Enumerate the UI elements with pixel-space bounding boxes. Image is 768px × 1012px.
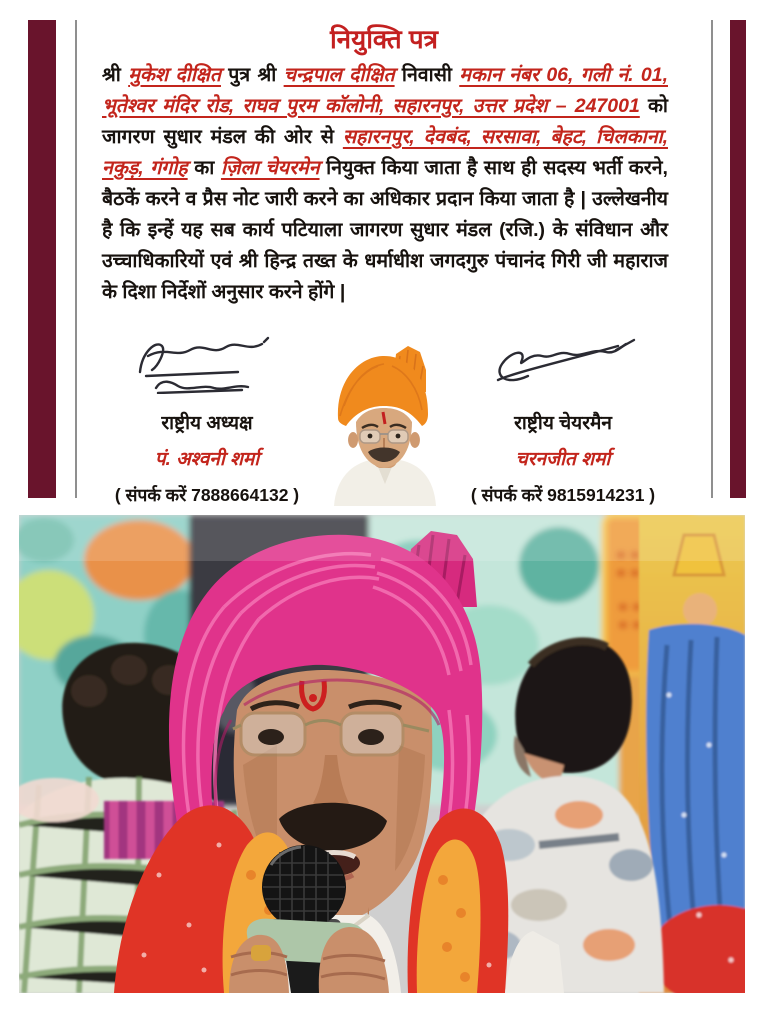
signature-sharma-handwriting (468, 332, 658, 394)
contact-label: ( संपर्क करें 9815914231 ) (470, 485, 656, 505)
letter-text-highlight: मकान नंबर 06, गली नं. 01, भूतेश्वर मंदिर रोड, राघव पुरम कॉलोनी, सहारनपुर, उत्तर प्रदेश – 247001 (102, 64, 668, 117)
letter-text-highlight: मुकेश दीक्षित (128, 64, 221, 86)
signatory-chairman (444, 332, 682, 507)
right-rule-line (711, 20, 713, 498)
signature-ashwani-handwriting (112, 332, 302, 394)
signature-row (88, 332, 682, 507)
letter-text: पुत्र श्री (220, 64, 284, 86)
left-rule-line (75, 20, 77, 498)
letter-text: का (187, 157, 221, 179)
letter-text: श्री (102, 64, 129, 86)
role-label: राष्ट्रीय चेयरमैन (514, 413, 612, 434)
portrait-photo (326, 344, 444, 506)
letter-text-highlight: चन्द्रपाल दीक्षित (283, 64, 395, 86)
main-photo (19, 515, 745, 993)
role-label: राष्ट्रीय अध्यक्ष (161, 413, 253, 434)
name-label: पं. अश्वनी शर्मा (154, 449, 260, 470)
signatory-president (88, 332, 326, 507)
letter-text: नियुक्त किया जाता है साथ ही सदस्य भर्ती करने, बैठकें करने व प्रैस नोट जारी करने का अधिकार प्रदान किया जाता है | उल्लेखनीय है कि इन्हें यह सब कार्य पटियाला जागरण सुधार मंडल (रजि.) के संविधान और उच्चाधिकारियों एवं श्री हिन्द्र तख्त के धर्माधीश जगदगुरु पंचानंद गिरी जी महाराज के दिशा निर्देशों अनुसार करने होंगे | (102, 157, 668, 303)
photo-haze (19, 515, 745, 561)
letter-title: नियुक्ति पत्र (329, 24, 439, 54)
letter-text-highlight: सहारनपुर, देवबंद, सरसावा, बेहट, चिलकाना, नकुड़, गंगोह (102, 126, 668, 179)
contact-label: ( संपर्क करें 7888664132 ) (114, 485, 300, 505)
letter-text: को जागरण सुधार मंडल की ओर से (102, 95, 668, 148)
letter-body (102, 60, 668, 308)
letter-text: निवासी (394, 64, 460, 86)
right-border-bar (730, 20, 746, 498)
name-label: चरनजीत शर्मा (515, 449, 611, 470)
letter-text-highlight: ज़िला चेयरमेन (220, 157, 320, 179)
left-border-bar (28, 20, 56, 498)
